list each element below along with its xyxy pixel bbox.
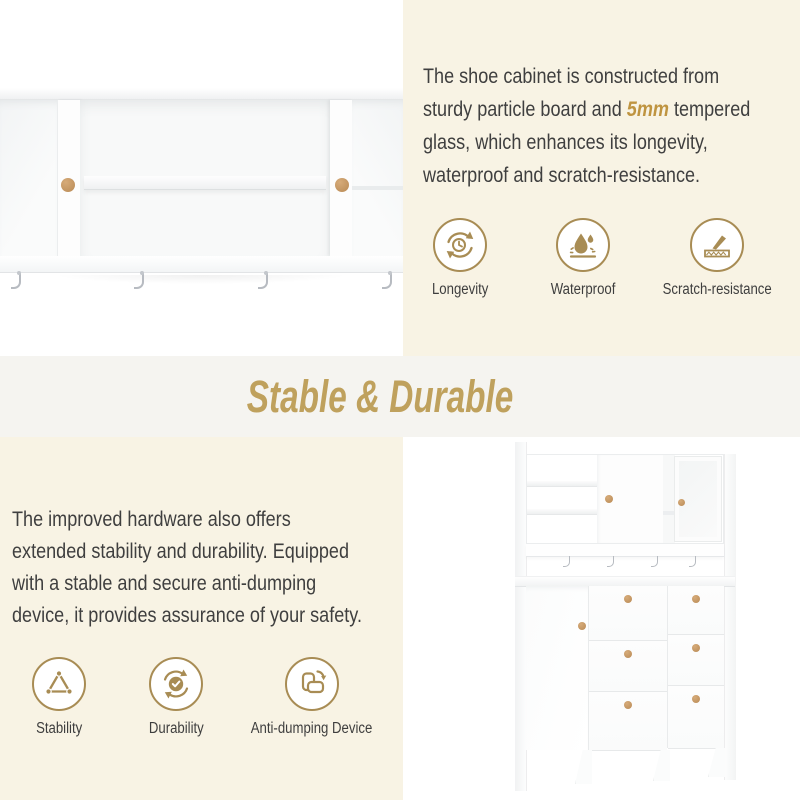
flip-drawer: [589, 586, 667, 641]
flip-drawer: [668, 635, 724, 686]
feature-stability: [7, 657, 111, 738]
hardware-text-panel: [0, 437, 403, 800]
paragraph-line: [423, 93, 750, 126]
hardware-paragraph: [12, 503, 429, 631]
lower-door-knob: [578, 622, 586, 630]
cabinet-bottom-rail: [0, 256, 403, 273]
paragraph-line: glass, which enhances its longevity,: [423, 130, 708, 154]
cabinet-body: [0, 100, 403, 256]
title-band: [0, 356, 800, 437]
paragraph-line: The shoe cabinet is constructed from: [423, 64, 720, 88]
glass-door-knob: [678, 499, 685, 506]
cubby-shelf: [527, 481, 597, 487]
open-slot: [663, 455, 675, 543]
left-door-knob: [61, 178, 75, 192]
left-glass-door: [0, 100, 57, 256]
drawer-knob: [624, 595, 632, 603]
construction-photo-panel: [0, 0, 403, 356]
feature-longevity: [408, 218, 512, 299]
feature-label: Durability: [148, 720, 204, 737]
feature-label: Waterproof: [550, 281, 616, 298]
feature-circle: [285, 657, 339, 711]
feature-scratch-resistance: [635, 218, 799, 299]
feature-anti-dumping: [228, 657, 396, 738]
paragraph-line: device, it provides assurance of your safety.: [12, 603, 363, 627]
feature-label: Longevity: [431, 281, 489, 298]
construction-paragraph: [423, 60, 800, 192]
middle-drawer-column: [588, 586, 667, 750]
open-compartment: [80, 100, 330, 256]
stability-triangle-icon: [42, 667, 76, 701]
sliding-door-knob: [605, 495, 613, 503]
open-cubby-shelves: [527, 455, 598, 543]
coat-hook: [563, 556, 570, 567]
drawer-knob: [692, 595, 700, 603]
right-side-panel: [724, 454, 736, 780]
feature-circle: [690, 218, 744, 272]
flip-drawer: [589, 641, 667, 692]
flip-drawer: [668, 586, 724, 635]
shoe-cabinet-illustration: [515, 442, 735, 794]
line-segment: sturdy particle board and: [423, 97, 627, 121]
flip-drawer: [589, 692, 667, 751]
drawer-knob: [692, 644, 700, 652]
middle-shelf: [84, 176, 326, 190]
feature-circle: [433, 218, 487, 272]
cubby-shelf: [527, 509, 597, 515]
slot-shelf: [663, 511, 675, 515]
product-photo-panel: [403, 437, 800, 800]
coat-hook: [651, 556, 658, 567]
feature-circle: [556, 218, 610, 272]
wall-cabinet-illustration: [0, 86, 403, 296]
paragraph-line: with a stable and secure anti-dumping: [12, 571, 317, 595]
page-title: Stable & Durable: [246, 370, 514, 422]
waterproof-droplet-icon: [566, 228, 600, 262]
paragraph-line: extended stability and durability. Equipped: [12, 539, 350, 563]
anti-dumping-rotate-icon: [295, 667, 329, 701]
feature-durability: [124, 657, 228, 738]
feature-label: Anti-dumping Device: [251, 720, 373, 737]
construction-text-panel: [403, 0, 800, 356]
longevity-cycle-icon: [443, 228, 477, 262]
cabinet-foot: [708, 748, 725, 777]
feature-label: Stability: [35, 720, 83, 737]
line-segment: tempered: [668, 97, 751, 121]
lower-cabinet-door: [526, 586, 589, 750]
feature-circle: [32, 657, 86, 711]
cabinet-shadow: [6, 275, 397, 287]
cabinet-foot: [575, 750, 592, 784]
durability-check-icon: [159, 667, 193, 701]
feature-circle: [149, 657, 203, 711]
coat-hook: [689, 556, 696, 567]
highlight-5mm: 5mm: [626, 97, 669, 121]
cabinet-foot: [653, 750, 670, 781]
drawer-knob: [624, 701, 632, 709]
scratch-blade-icon: [700, 228, 734, 262]
right-drawer-column: [667, 586, 724, 748]
shelf-through-glass: [352, 186, 403, 190]
flip-drawer: [668, 686, 724, 749]
paragraph-line: waterproof and scratch-resistance.: [423, 163, 701, 187]
paragraph-line: The improved hardware also offers: [12, 507, 291, 531]
feature-waterproof: [531, 218, 635, 299]
right-glass-door: [352, 100, 403, 256]
coat-hook: [607, 556, 614, 567]
cabinet-top-board: [0, 86, 403, 100]
feature-label: Scratch-resistance: [662, 281, 772, 298]
drawer-knob: [692, 695, 700, 703]
hutch-top-section: [526, 454, 724, 544]
drawer-knob: [624, 650, 632, 658]
right-door-knob: [335, 178, 349, 192]
